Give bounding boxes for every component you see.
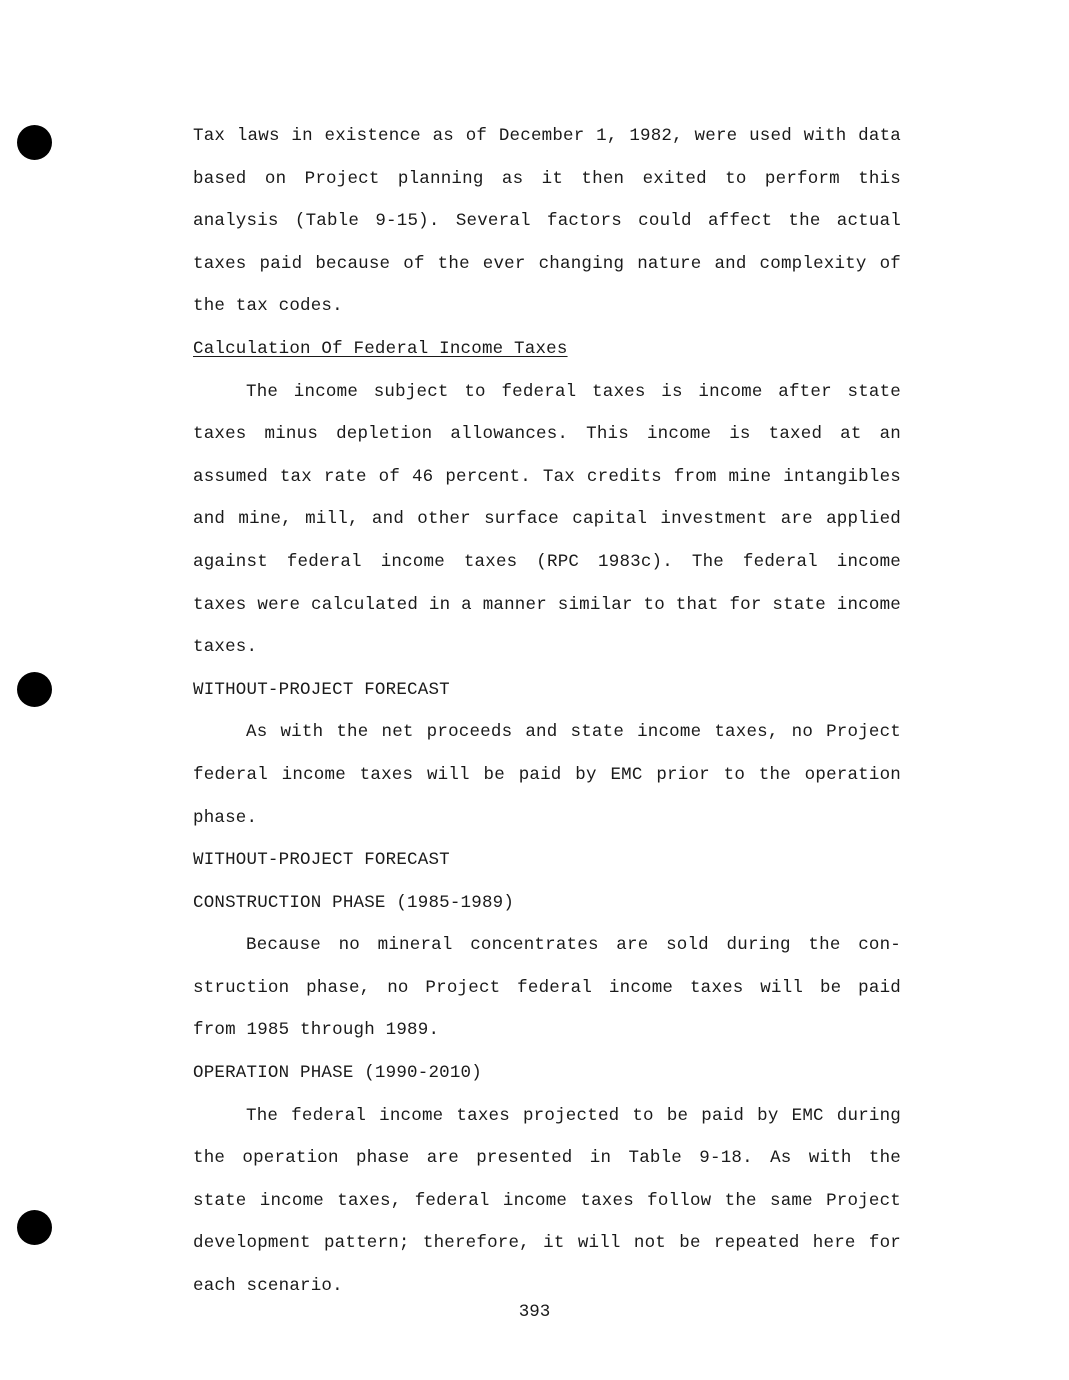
text-line: The federal income taxes projected to be paid by EMC during	[246, 1105, 901, 1126]
text-line: taxes were calculated in a manner similar to that for state income	[193, 594, 901, 615]
text-line: each scenario.	[193, 1276, 343, 1297]
text-line: taxes.	[193, 637, 258, 658]
text-line: based on Project planning as it then exited to perform this	[193, 168, 901, 189]
paragraph-construction	[193, 924, 901, 1052]
heading-text: Calculation Of Federal Income Taxes	[193, 338, 568, 359]
punch-hole-middle	[17, 672, 52, 707]
heading-without-project-forecast: WITHOUT-PROJECT FORECAST	[193, 679, 450, 700]
text-line: taxes paid because of the ever changing nature and complexity of	[193, 253, 901, 274]
text-line: struction phase, no Project federal income taxes will be paid	[193, 977, 901, 998]
text-line: assumed tax rate of 46 percent. Tax credits from mine intangibles	[193, 466, 901, 487]
text-line: the operation phase are presented in Table 9-18. As with the	[193, 1148, 901, 1169]
text-line: phase.	[193, 807, 258, 828]
heading-construction-phase: CONSTRUCTION PHASE (1985-1989)	[193, 892, 515, 913]
paragraph-operation	[193, 1095, 901, 1308]
paragraph-income-subject	[193, 371, 901, 669]
text-line: against federal income taxes (RPC 1983c). The federal income	[193, 551, 901, 572]
punch-hole-top	[17, 125, 52, 160]
text-line: and mine, mill, and other surface capital investment are applied	[193, 509, 901, 530]
page-number: 393	[518, 1302, 551, 1322]
heading-federal-income-taxes	[193, 328, 901, 371]
heading-without-project-forecast-2: WITHOUT-PROJECT FORECAST	[193, 850, 450, 871]
text-line: Tax laws in existence as of December 1, 1982, were used with data	[193, 126, 901, 146]
text-line: As with the net proceeds and state income taxes, no Project	[246, 722, 901, 743]
text-line: analysis (Table 9-15). Several factors could affect the actual	[193, 211, 901, 232]
page-body	[193, 115, 901, 1308]
heading-operation-phase: OPERATION PHASE (1990-2010)	[193, 1063, 482, 1084]
text-line: the tax codes.	[193, 296, 343, 317]
text-line: Because no mineral concentrates are sold during the con-	[246, 935, 901, 956]
text-line: The income subject to federal taxes is income after state	[246, 381, 901, 402]
text-line: development pattern; therefore, it will not be repeated here for	[193, 1233, 901, 1254]
text-line: taxes minus depletion allowances. This income is taxed at an	[193, 424, 901, 445]
punch-hole-bottom	[17, 1210, 52, 1245]
paragraph-net-proceeds	[193, 711, 901, 839]
text-line: federal income taxes will be paid by EMC prior to the operation	[193, 764, 901, 785]
text-line: from 1985 through 1989.	[193, 1020, 440, 1041]
text-line: state income taxes, federal income taxes follow the same Project	[193, 1190, 901, 1211]
paragraph-tax-laws	[193, 115, 901, 328]
